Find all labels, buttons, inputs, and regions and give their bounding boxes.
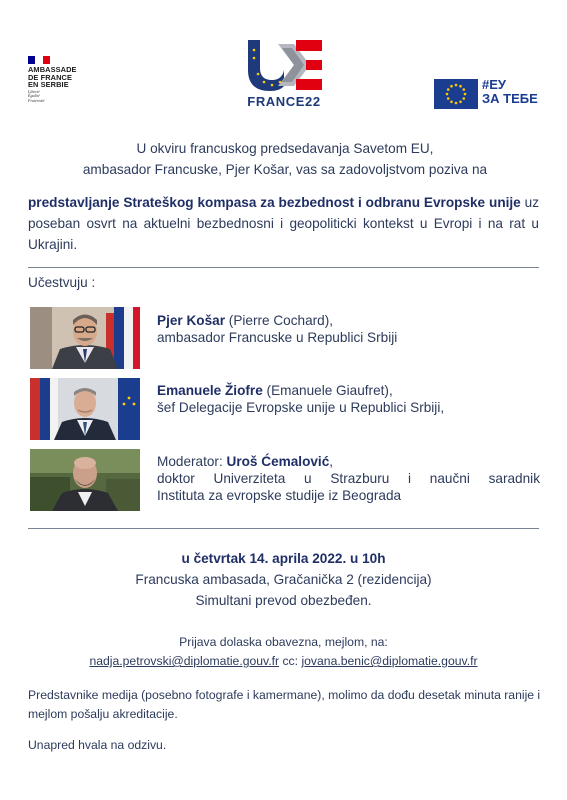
speaker-2-original-name: (Emanuele Giaufret),	[262, 383, 393, 398]
event-topic	[28, 192, 539, 255]
moderator-role-1: doktor Univerziteta u Strazburu i naučni saradnik	[157, 471, 540, 486]
eu-star-icon	[450, 100, 453, 103]
intro-line-2: ambasador Francuske, Pjer Košar, vas sa zadovoljstvom poziva na	[82, 162, 488, 177]
divider-top	[28, 267, 539, 268]
speaker-1-name: Pjer Košar	[157, 313, 226, 328]
moderator-photo	[30, 449, 140, 511]
intro-line-1: U okviru francuskog predsedavanja Savetom EU,	[136, 141, 434, 156]
intro-text	[40, 138, 530, 180]
france22-logo	[238, 38, 330, 113]
embassy-logo	[28, 56, 98, 103]
speaker-photo-2	[30, 378, 140, 440]
cc-label: cc:	[279, 654, 302, 668]
eu-star-icon	[446, 93, 449, 96]
embassy-motto: Liberté Égalité Fraternité	[28, 88, 45, 103]
moderator-role-2: Instituta za evropske studije iz Beograda	[157, 488, 402, 503]
eu-star-icon	[459, 100, 462, 103]
speaker-photo-1	[30, 307, 140, 369]
speaker-1-info	[157, 312, 540, 346]
speaker-1-role: ambasador Francuske u Republici Srbiji	[157, 330, 398, 345]
email-link-1[interactable]: nadja.petrovski@diplomatie.gouv.fr	[89, 654, 280, 668]
eu-star-icon	[462, 97, 465, 100]
eu-star-icon	[455, 84, 458, 87]
eu-star-icon	[464, 93, 467, 96]
registration	[28, 633, 539, 671]
eu-star-icon	[447, 97, 450, 100]
registration-line: Prijava dolaska obavezna, mejlom, na:	[179, 635, 388, 649]
speaker-2-info	[157, 382, 540, 416]
eu-star-icon	[450, 85, 453, 88]
eu-star-icon	[459, 85, 462, 88]
media-note: Predstavnike medija (posebno fotografe i kamermane), molimo da dođu desetak minuta ranije i mejlom pošalju akreditacije.	[28, 688, 541, 721]
event-details	[28, 548, 539, 611]
eu-hashtag: #ЕУ ЗА ТЕБЕ	[482, 77, 538, 106]
eu-flag-icon	[434, 79, 478, 109]
moderator-name-suffix: ,	[329, 454, 334, 469]
presidency-emblem-icon	[244, 38, 324, 92]
event-datetime: u četvrtak 14. aprila 2022. u 10h	[181, 551, 386, 566]
moderator-name: Uroš Ćemalović	[226, 454, 330, 469]
embassy-name: AMBASSADE DE FRANCE EN SERBIE	[28, 65, 77, 90]
speaker-2-role: šef Delegacije Evropske unije u Republici Srbiji,	[157, 400, 445, 415]
moderator-info	[157, 453, 540, 504]
event-venue: Francuska ambasada, Gračanička 2 (rezidencija)	[135, 572, 432, 587]
speaker-1-original-name: (Pierre Cochard),	[225, 313, 334, 328]
moderator-prefix: Moderator:	[157, 454, 227, 469]
speaker-2-name: Emanuele Žiofre	[157, 383, 263, 398]
email-link-2[interactable]: jovana.benic@diplomatie.gouv.fr	[301, 654, 478, 668]
eu-star-icon	[447, 88, 450, 91]
marianne-flag-icon	[28, 56, 50, 64]
topic-title: predstavljanje Strateškog kompasa za bezbednost i odbranu Evropske unije	[28, 195, 521, 210]
eu-star-icon	[462, 88, 465, 91]
divider-bottom	[28, 528, 539, 529]
topic-description: uz poseban osvrt na aktuelni bezbednosni i geopoliticki kontekst u Evropi i na rat u Ukrajini.	[28, 195, 540, 252]
thanks-note: Unapred hvala na odzivu.	[28, 738, 167, 752]
eu-star-icon	[455, 102, 458, 105]
eu-logo	[434, 78, 544, 110]
participants-heading: Učestvuju :	[28, 275, 96, 290]
event-translation: Simultani prevod obezbeđen.	[195, 593, 372, 608]
presidency-label: FRANCE22	[247, 94, 321, 109]
